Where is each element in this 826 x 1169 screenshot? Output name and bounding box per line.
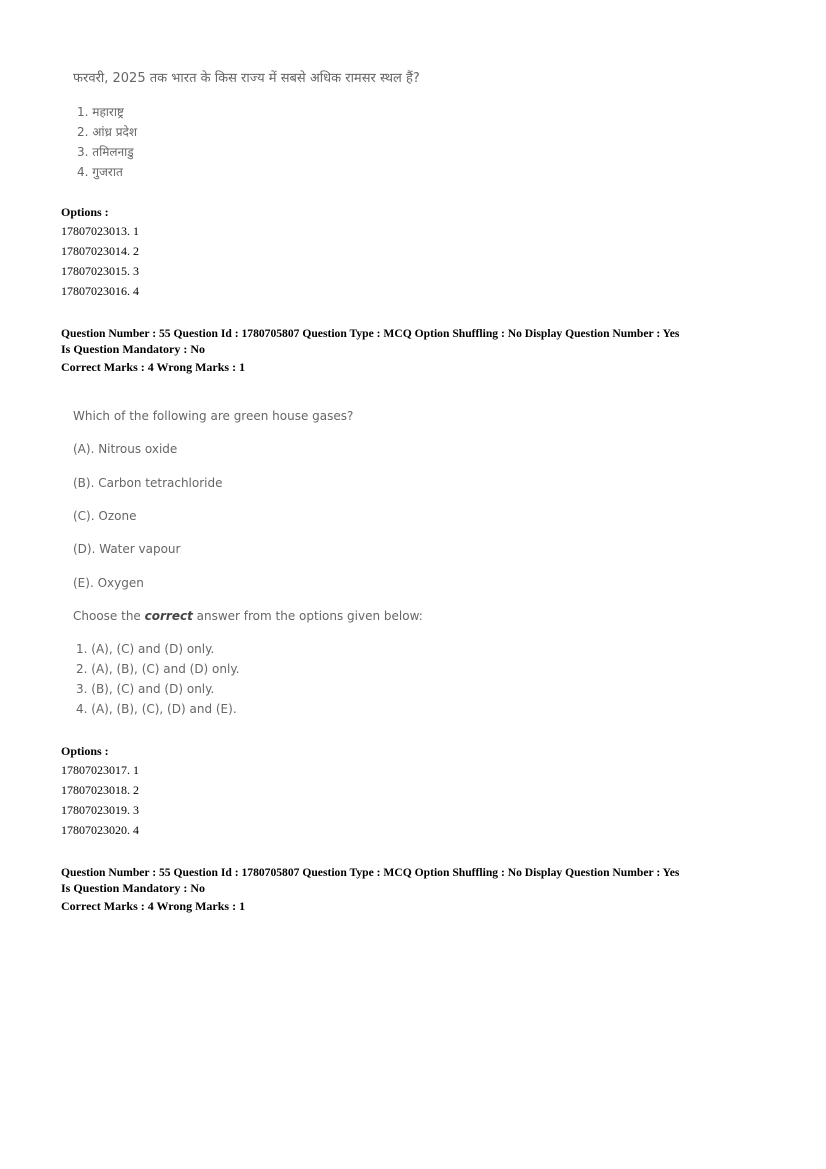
statement-a: (A). Nitrous oxide [73,442,178,456]
instruction-emphasis: correct [144,609,193,623]
choice-4: 4. गुजरात [77,165,123,179]
instruction [73,609,423,623]
choice-4: 4. (A), (B), (C), (D) and (E). [76,702,237,716]
question-mandatory: Is Question Mandatory : No [61,881,206,895]
choice-1: 1. (A), (C) and (D) only. [76,642,215,656]
options-label: Options : [61,205,109,219]
option-item: 17807023016. 4 [61,284,139,298]
option-item: 17807023017. 1 [61,763,139,777]
choice-2: 2. (A), (B), (C) and (D) only. [76,662,240,676]
question-mandatory: Is Question Mandatory : No [61,342,206,356]
option-item: 17807023018. 2 [61,783,139,797]
choice-3: 3. (B), (C) and (D) only. [76,682,215,696]
choice-2: 2. आंध्र प्रदेश [77,125,138,139]
option-item: 17807023020. 4 [61,823,139,837]
statement-c: (C). Ozone [73,509,137,523]
instruction-pre: Choose the [73,609,145,623]
question-meta-line: Question Number : 55 Question Id : 1780705807 Question Type : MCQ Option Shuffling : No Display Question Number : Yes [61,327,680,340]
question-marks: Correct Marks : 4 Wrong Marks : 1 [61,899,246,913]
question-meta-line: Question Number : 55 Question Id : 1780705807 Question Type : MCQ Option Shuffling : No Display Question Number : Yes [61,866,680,879]
statement-d: (D). Water vapour [73,542,181,556]
question-marks: Correct Marks : 4 Wrong Marks : 1 [61,360,246,374]
question-text: फरवरी, 2025 तक भारत के किस राज्य में सबसे अधिक रामसर स्थल हैं? [73,71,420,86]
option-item: 17807023015. 3 [61,264,139,278]
choice-1: 1. महाराष्ट्र [77,105,124,119]
option-item: 17807023019. 3 [61,803,139,817]
question-text: Which of the following are green house gases? [73,409,354,423]
statement-e: (E). Oxygen [73,576,144,590]
statement-b: (B). Carbon tetrachloride [73,476,223,490]
option-item: 17807023013. 1 [61,224,139,238]
option-item: 17807023014. 2 [61,244,139,258]
choice-3: 3. तमिलनाडु [77,145,134,159]
instruction-post: answer from the options given below: [192,609,423,623]
options-label: Options : [61,744,109,758]
